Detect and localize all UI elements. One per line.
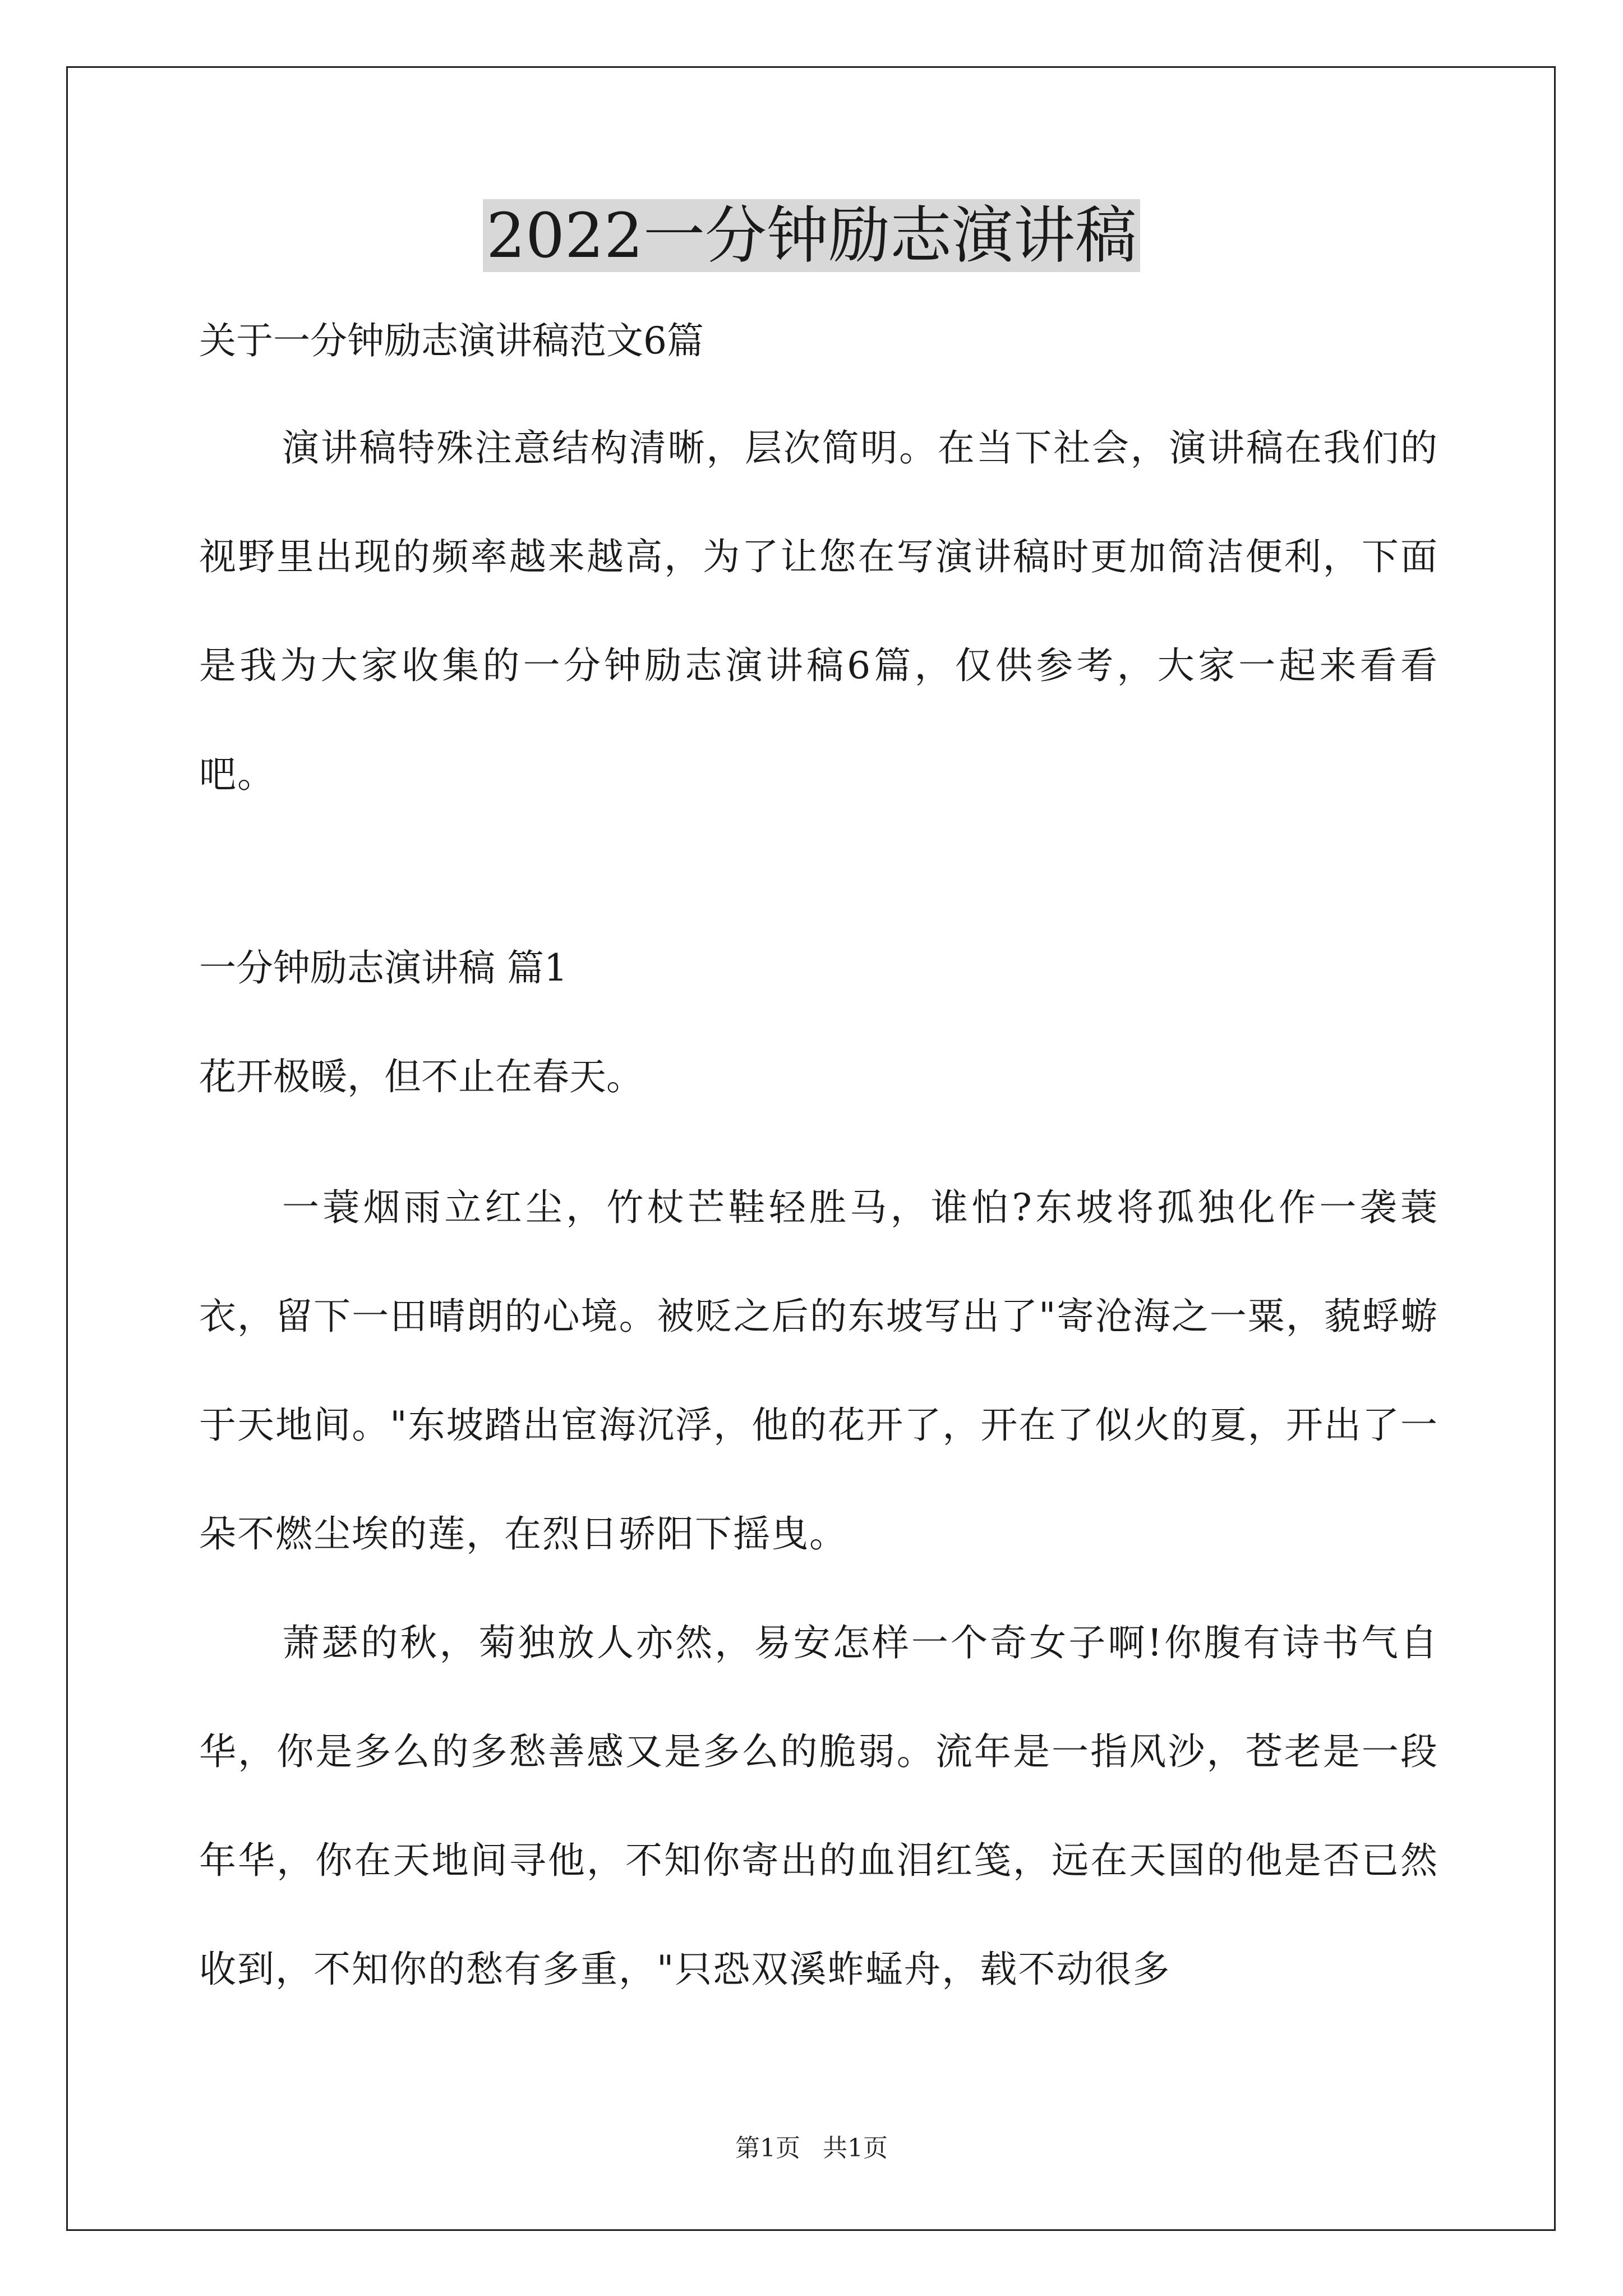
intro-paragraph: 演讲稿特殊注意结构清晰，层次简明。在当下社会，演讲稿在我们的视野里出现的频率越来越高，为了让您在写演讲稿时更加简洁便利，下面是我为大家收集的一分钟励志演讲稿6篇，仅供参考，大家一起来看看吧。 [199, 426, 1438, 796]
section-spacer [199, 829, 1438, 941]
document-body [199, 314, 1438, 2024]
title-container [0, 199, 1623, 272]
body-paragraph: 萧瑟的秋，菊独放人亦然，易安怎样一个奇女子啊!你腹有诗书气自华，你是多么的多愁善感又是多么的脆弱。流年是一指风沙，苍老是一段年华，你在天地间寻他，不知你寄出的血泪红笺，远在天国的他是否已然收到，不知你的愁有多重，"只恐双溪蚱蜢舟，载不动很多 [199, 1621, 1438, 1991]
body-paragraph: 一蓑烟雨立红尘，竹杖芒鞋轻胜马，谁怕?东坡将孤独化作一袭蓑衣，留下一田晴朗的心境。被贬之后的东坡写出了"寄沧海之一粟，藐蜉蝣于天地间。"东坡踏出宦海沉浮，他的花开了，开在了似火的夏，开出了一朵不燃尘埃的莲，在烈日骄阳下摇曳。 [199, 1186, 1438, 1556]
page-footer [0, 2132, 1623, 2165]
section-opening-line: 花开极暖，但不止在春天。 [199, 1055, 643, 1098]
section-heading: 一分钟励志演讲稿 篇1 [199, 946, 568, 990]
page-total: 共1页 [823, 2134, 888, 2162]
document-title: 2022一分钟励志演讲稿 [483, 199, 1140, 272]
document-subtitle: 关于一分钟励志演讲稿范文6篇 [199, 319, 704, 362]
page-number: 第1页 [735, 2134, 800, 2162]
